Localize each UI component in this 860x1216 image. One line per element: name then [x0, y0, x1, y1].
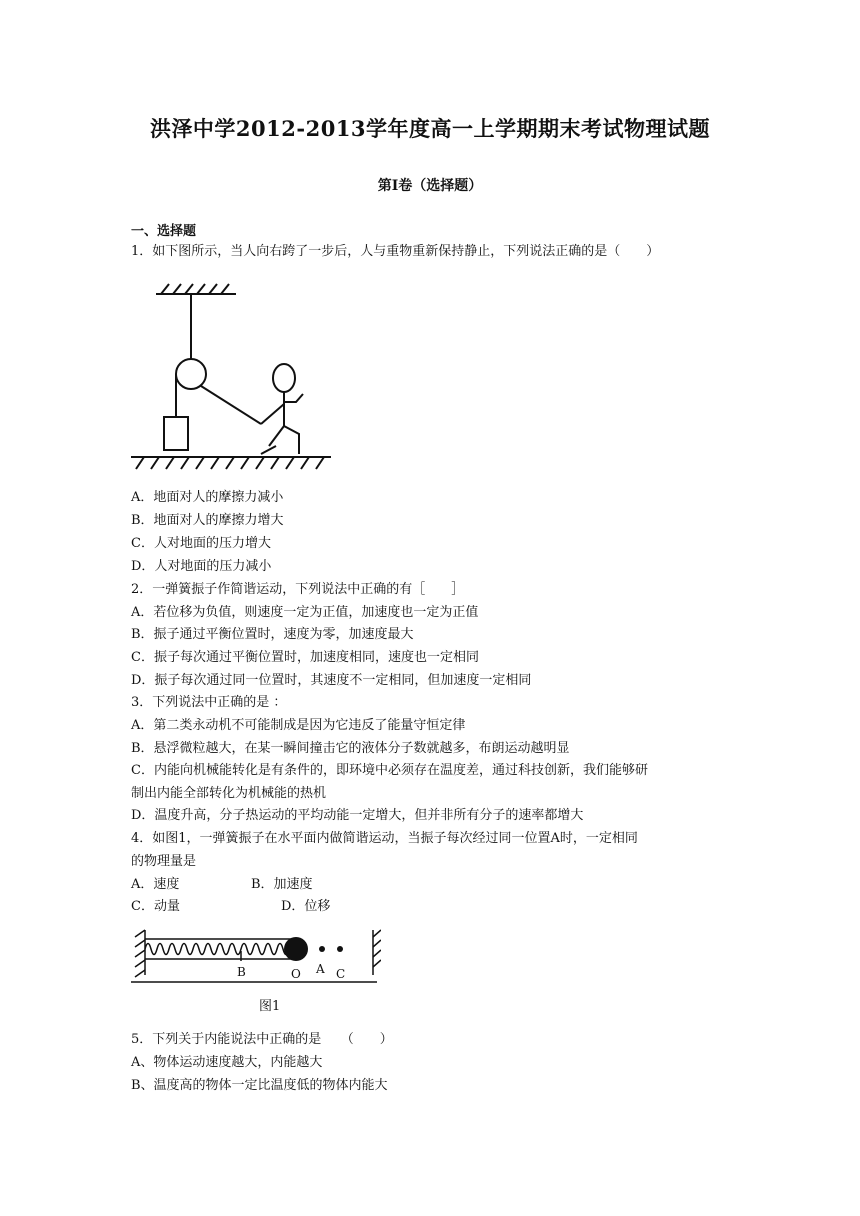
question-1-option-c: C．人对地面的压力增大	[131, 536, 271, 551]
question-3-option-b: B．悬浮微粒越大，在某一瞬间撞击它的液体分子数就越多，布朗运动越明显	[131, 741, 570, 756]
figure-label-o: O	[291, 967, 301, 981]
question-3-stem: 3．下列说法中正确的是 ：	[131, 695, 287, 710]
subsection-title: 一、选择题	[131, 224, 197, 239]
question-2-stem: 2．一弹簧振子作简谐运动，下列说法中正确的有［ ］	[131, 582, 465, 597]
figure-label-c: C	[336, 967, 346, 981]
figure-label-a: A	[316, 962, 325, 976]
question-5-option-a: A、物体运动速度越大，内能越大	[131, 1055, 323, 1070]
question-3-option-d: D．温度升高，分子热运动的平均动能一定增大，但并非所有分子的速率都增大	[131, 808, 584, 823]
question-3-option-c: C．内能向机械能转化是有条件的，即环境中必须存在温度差，通过科技创新，我们能够研	[131, 763, 648, 778]
pulley-figure	[131, 274, 336, 479]
question-3-option-c-cont: 制出内能全部转化为机械能的热机	[131, 786, 327, 801]
question-4-stem: 4．如图1，一弹簧振子在水平面内做简谐运动，当振子每次经过同一位置A时，一定相同	[131, 831, 638, 846]
question-3-option-a: A．第二类永动机不可能制成是因为它违反了能量守恒定律	[131, 718, 466, 733]
question-1-option-b: B．地面对人的摩擦力增大	[131, 513, 284, 528]
question-1-stem: 1．如下图所示，当人向右跨了一步后，人与重物重新保持静止，下列说法正确的是（ ）	[131, 244, 660, 259]
question-5-option-b: B、温度高的物体一定比温度低的物体内能大	[131, 1078, 388, 1093]
question-5-stem: 5．下列关于内能说法中正确的是 （ ）	[131, 1032, 393, 1047]
figure-label-b: B	[237, 965, 246, 979]
section-title: 第Ⅰ卷（选择题）	[377, 178, 483, 194]
question-4-option-b: B．加速度	[251, 877, 313, 892]
question-4-option-a: A．速度	[131, 877, 180, 892]
spring-oscillator-figure	[131, 925, 381, 990]
figure-caption: 图1	[259, 999, 281, 1014]
question-4-stem-cont: 的物理量是	[131, 854, 197, 869]
document-title: 洪泽中学2012-2013学年度高一上学期期末考试物理试题	[149, 116, 711, 141]
question-2-option-b: B．振子通过平衡位置时，速度为零，加速度最大	[131, 627, 414, 642]
question-2-option-a: A．若位移为负值，则速度一定为正值，加速度也一定为正值	[131, 605, 479, 620]
question-4-option-d: D．位移	[281, 899, 331, 914]
question-2-option-c: C．振子每次通过平衡位置时，加速度相同，速度也一定相同	[131, 650, 479, 665]
question-2-option-d: D．振子每次通过同一位置时，其速度不一定相同，但加速度一定相同	[131, 673, 532, 688]
question-4-option-c: C．动量	[131, 899, 180, 914]
oscillator-ball	[284, 937, 308, 961]
question-1-option-d: D．人对地面的压力减小	[131, 559, 272, 574]
question-1-option-a: A．地面对人的摩擦力减小	[131, 490, 284, 505]
